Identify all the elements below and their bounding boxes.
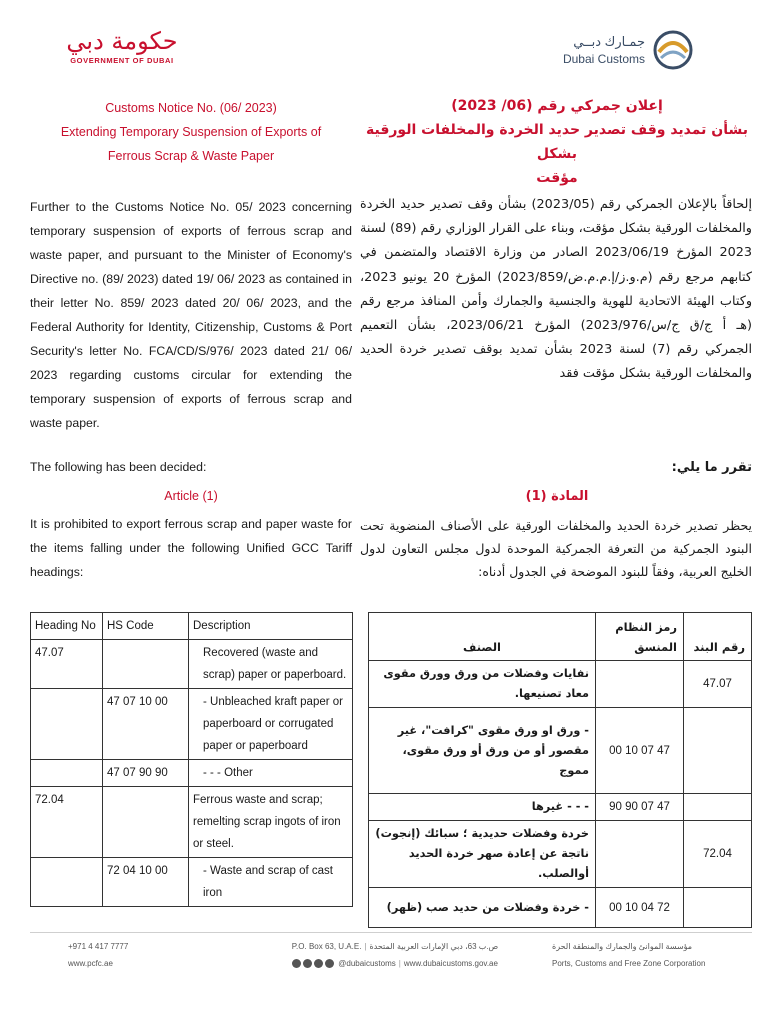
table-row — [31, 787, 353, 858]
cell-hs-code: 47 07 10 00 — [596, 708, 684, 794]
footer-website-pcfc[interactable]: www.pcfc.ae — [68, 959, 113, 968]
english-tariff-table — [30, 612, 353, 907]
english-notice-title — [30, 96, 352, 168]
english-title-line-1: Customs Notice No. (06/ 2023) — [105, 101, 277, 115]
english-title-line-3: Ferrous Scrap & Waste Paper — [107, 149, 275, 163]
table-header-row — [369, 613, 752, 661]
cell-hs-code: 47 07 90 90 — [596, 794, 684, 821]
dubai-customs-logo — [553, 26, 703, 76]
table-row — [369, 794, 752, 821]
footer-org-arabic: مؤسسة الموانئ والجمارك والمنطقة الحرة — [552, 942, 693, 951]
cell-heading — [31, 858, 103, 907]
arabic-decided-heading: تقرر ما يلي: — [671, 460, 752, 475]
cell-description: - ورق او ورق مقوى "كرافت"، غير مقصور أو من ورق أو ورق مقوى، مموج — [369, 708, 596, 794]
cell-item-no: 72.04 — [684, 821, 752, 888]
footer-org-english: Ports, Customs and Free Zone Corporation — [552, 959, 706, 968]
cell-heading — [31, 760, 103, 787]
cell-description: - Unbleached kraft paper or paperboard or corrugated paper or paperboard — [189, 689, 353, 760]
cell-description: - - - غيرها — [369, 794, 596, 821]
cell-description: Recovered (waste and scrap) paper or paperboard. — [189, 640, 353, 689]
cell-description: - Waste and scrap of cast iron — [189, 858, 353, 907]
arabic-article-heading: المادة (1) — [525, 489, 589, 504]
table-row — [369, 821, 752, 888]
footer-address: P.O. Box 63, U.A.E. | ص.ب 63، دبي الإمارات العربية المتحدة @dubaicustoms | www.dubaicustoms.gov.ae — [291, 942, 499, 968]
government-of-dubai-logo — [66, 26, 178, 76]
cell-item-no: 47.07 — [684, 661, 752, 708]
english-preamble: Further to the Customs Notice No. 05/ 2023 concerning temporary suspension of exports of ferrous scrap and waste paper, and pursuant to the Minister of Economy's Directive no. (89/ 2023) dated 19/ 06/ 2023 as contained in their letter No. 859/ 2023 dated 20/ 06/ 2023, and the Federal Authority for Identity, Citizenship, Customs & Port Security's letter No. FCA/CD/S/976/ 2023 dated 21/ 06/ 2023 regarding customs circular for extending the temporary suspension of exports of ferrous scrap and waste paper. — [30, 200, 352, 430]
arabic-tariff-table — [368, 612, 752, 928]
table-row — [369, 888, 752, 928]
cell-description: - خردة وفضلات من حديد صب (ظهر) — [369, 888, 596, 928]
cell-description: خردة وفضلات حديدية ؛ سبائك (إنجوت) ناتجة عن إعادة صهر خردة الحديد أوالصلب. — [369, 821, 596, 888]
arabic-title-line-2: بشأن تمديد وقف تصدير حديد الخردة والمخلفات الورقية بشكل — [366, 122, 748, 162]
arabic-title-line-3: مؤقت — [536, 170, 578, 186]
english-article-text: It is prohibited to export ferrous scrap and paper waste for the items falling under the following Unified GCC Tariff headings: — [30, 517, 352, 579]
cell-heading: 47.07 — [31, 640, 103, 689]
cell-heading — [31, 689, 103, 760]
cell-hs-code — [596, 821, 684, 888]
table-header-row — [31, 613, 353, 640]
header-hs-code: HS Code — [103, 613, 189, 640]
cell-hs-code — [103, 787, 189, 858]
cell-description: Ferrous waste and scrap; remelting scrap ingots of iron or steel. — [189, 787, 353, 858]
table-row — [369, 708, 752, 794]
cell-heading: 72.04 — [31, 787, 103, 858]
cell-item-no — [684, 888, 752, 928]
cell-item-no — [684, 794, 752, 821]
youtube-icon[interactable] — [303, 959, 312, 968]
arabic-article-text: يحظر تصدير خردة الحديد والمخلفات الورقية على الأصناف المنضوية تحت البنود الجمركية من التعرفة الجمركية الموحدة لدول مجلس التعاون لدول الخليج العربية، وفقاً للبنود الموضحة في الجدول أدناه: — [360, 518, 752, 579]
table-row — [31, 689, 353, 760]
cell-hs-code: 72 04 10 00 — [103, 858, 189, 907]
table-row — [31, 760, 353, 787]
footer-po-box-en: P.O. Box 63, U.A.E. — [291, 942, 362, 951]
footer-social-handle: @dubaicustoms — [338, 959, 396, 968]
arabic-title-line-1: إعلان جمركي رقم (06/ 2023) — [451, 98, 663, 114]
cell-hs-code — [103, 640, 189, 689]
cell-description: نفايات وفضلات من ورق وورق مقوى معاد تصنيعها. — [369, 661, 596, 708]
cell-hs-code — [596, 661, 684, 708]
footer-contact — [68, 938, 128, 972]
table-row — [31, 858, 353, 907]
cell-hs-code: 47 07 10 00 — [103, 689, 189, 760]
gov-logo-caption: GOVERNMENT OF DUBAI — [70, 56, 174, 65]
cell-hs-code: 47 07 90 90 — [103, 760, 189, 787]
cell-item-no — [684, 708, 752, 794]
table-row — [369, 661, 752, 708]
footer-po-box-ar: ص.ب 63، دبي الإمارات العربية المتحدة — [369, 942, 499, 951]
customs-logo-arabic: جمـارك دبــي — [573, 34, 645, 49]
footer-website-customs[interactable]: www.dubaicustoms.gov.ae — [403, 959, 498, 968]
header-hs-code: رمز النظام المنسق — [596, 613, 684, 661]
arabic-notice-title — [362, 94, 752, 190]
gov-logo-script: حكومة دبي — [66, 27, 178, 55]
cell-hs-code: 72 04 10 00 — [596, 888, 684, 928]
english-title-line-2: Extending Temporary Suspension of Exports of — [60, 125, 322, 139]
footer-organisation — [552, 938, 752, 972]
cell-description: - - - Other — [189, 760, 353, 787]
header-heading-no: Heading No — [31, 613, 103, 640]
english-article-heading: Article (1) — [164, 489, 218, 503]
header-description: Description — [189, 613, 353, 640]
instagram-icon[interactable] — [292, 959, 301, 968]
customs-emblem-icon — [649, 28, 697, 72]
table-row — [31, 640, 353, 689]
customs-logo-english: Dubai Customs — [562, 52, 645, 66]
footer-phone: +971 4 417 7777 — [68, 942, 129, 951]
arabic-preamble: إلحاقاً بالإعلان الجمركي رقم (2023/05) بشأن وقف تصدير حديد الخردة والمخلفات الورقية بشكل مؤقت، وبناء على القرار الوزاري رقم (89) لسنة 2023 المؤرخ 2023/06/19 الصادر من وزارة الاقتصاد والمتضمن في كتابهم مرجع رقم (م.و.ز/إ.م.م.ض/2023/859) المؤرخ 20 يونيو 2023، وكتاب الهيئة الاتحادية للهوية والجنسية والجمارك وأمن المنافذ مرجع رقم (هـ أ ج/ق ج/س/2023/976) المؤرخ 2023/06/21، بشأن التعميم الجمركي رقم (7) لسنة 2023 بشأن تمديد بوقف تصدير خردة الحديد والمخلفات الورقية بشكل مؤقت فقد — [360, 197, 753, 382]
twitter-icon[interactable] — [314, 959, 323, 968]
header-item-no: رقم البند — [684, 613, 752, 661]
english-decided-heading: The following has been decided: — [30, 460, 207, 474]
header-description: الصنف — [369, 613, 596, 661]
linkedin-icon[interactable] — [325, 959, 334, 968]
footer-divider — [30, 932, 752, 933]
